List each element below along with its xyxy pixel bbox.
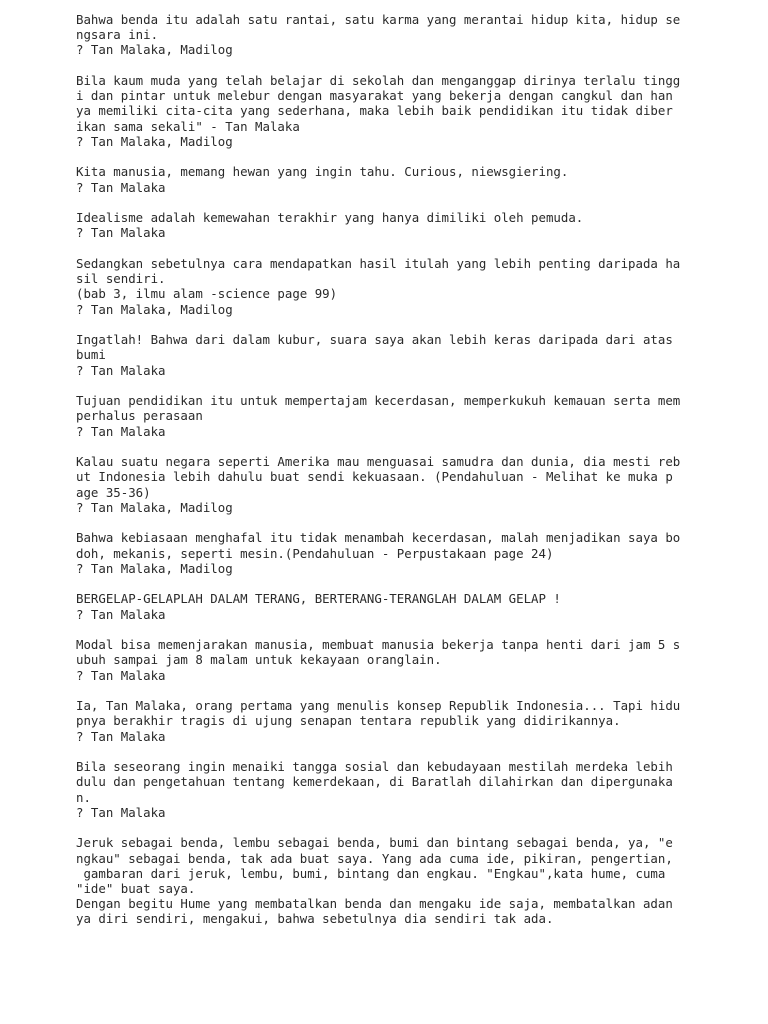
text-line: perhalus perasaan <box>76 408 203 424</box>
text-line: ? Tan Malaka <box>76 423 166 439</box>
quote-block <box>76 210 696 240</box>
text-line: ? Tan Malaka, Madilog <box>76 499 233 515</box>
text-line: gambaran dari jeruk, lembu, bumi, bintang dan engkau. "Engkau",kata hume, cuma <box>76 865 666 881</box>
text-line: n. <box>76 789 91 805</box>
quote-block <box>76 835 696 926</box>
text-line: (bab 3, ilmu alam -science page 99) <box>76 286 338 302</box>
quote-block <box>76 164 696 194</box>
text-line: ut Indonesia lebih dahulu buat sendi kekuasaan. (Pendahuluan - Melihat ke muka p <box>76 469 673 485</box>
quote-block <box>76 332 696 378</box>
text-line: Ingatlah! Bahwa dari dalam kubur, suara saya akan lebih keras daripada dari atas <box>76 332 673 348</box>
text-line: ya memiliki cita-cita yang sederhana, maka lebih baik pendidikan itu tidak diber <box>76 103 673 119</box>
quote-block <box>76 759 696 820</box>
text-line: ngkau" sebagai benda, tak ada buat saya. Yang ada cuma ide, pikiran, pengertian, <box>76 850 673 866</box>
text-line: Bila kaum muda yang telah belajar di sekolah dan menganggap dirinya terlalu tingg <box>76 73 681 88</box>
quote-block <box>76 637 696 683</box>
text-line: ubuh sampai jam 8 malam untuk kekayaan oranglain. <box>76 652 442 668</box>
text-line: ? Tan Malaka <box>76 667 166 683</box>
quote-block <box>76 12 696 58</box>
text-line: Idealisme adalah kemewahan terakhir yang hanya dimiliki oleh pemuda. <box>76 210 584 226</box>
text-line: Kita manusia, memang hewan yang ingin tahu. Curious, niewsgiering. <box>76 164 569 180</box>
quote-block <box>76 73 696 149</box>
text-line: ? Tan Malaka, Madilog <box>76 133 233 149</box>
quote-block <box>76 256 696 317</box>
text-line: ? Tan Malaka <box>76 179 166 195</box>
text-line: doh, mekanis, seperti mesin.(Pendahuluan - Perpustakaan page 24) <box>76 545 554 561</box>
quote-block <box>76 591 696 621</box>
quote-list <box>76 12 696 942</box>
text-line: Tujuan pendidikan itu untuk mempertajam kecerdasan, memperkukuh kemauan serta mem <box>76 393 681 409</box>
text-line: ngsara ini. <box>76 27 159 43</box>
quote-block <box>76 698 696 744</box>
text-line: pnya berakhir tragis di ujung senapan tentara republik yang didirikannya. <box>76 713 621 729</box>
quote-block <box>76 530 696 576</box>
text-line: BERGELAP-GELAPLAH DALAM TERANG, BERTERANG-TERANGLAH DALAM GELAP ! <box>76 591 569 607</box>
text-line: Bahwa kebiasaan menghafal itu tidak menambah kecerdasan, malah menjadikan saya bo <box>76 530 681 546</box>
text-line: ? Tan Malaka, Madilog <box>76 42 233 58</box>
text-line: Dengan begitu Hume yang membatalkan benda dan mengaku ide saja, membatalkan adan <box>76 896 673 912</box>
text-line: sil sendiri. <box>76 271 166 287</box>
quote-block <box>76 393 696 439</box>
text-line: ikan sama sekali" - Tan Malaka <box>76 118 308 134</box>
text-line: Modal bisa memenjarakan manusia, membuat manusia bekerja tanpa henti dari jam 5 s <box>76 637 681 653</box>
text-line: ? Tan Malaka <box>76 225 166 241</box>
text-line: Ia, Tan Malaka, orang pertama yang menulis konsep Republik Indonesia... Tapi hidu <box>76 698 681 714</box>
text-line: "ide" buat saya. <box>76 881 196 897</box>
text-line: Kalau suatu negara seperti Amerika mau menguasai samudra dan dunia, dia mesti reb <box>76 454 681 470</box>
text-line: Jeruk sebagai benda, lembu sebagai benda, bumi dan bintang sebagai benda, ya, "e <box>76 835 673 851</box>
quote-block <box>76 454 696 515</box>
text-line: ? Tan Malaka <box>76 804 166 820</box>
text-line: ? Tan Malaka, Madilog <box>76 301 233 317</box>
text-line: ? Tan Malaka <box>76 606 166 622</box>
text-line: dulu dan pengetahuan tentang kemerdekaan, di Baratlah dilahirkan dan dipergunaka <box>76 774 673 790</box>
text-line: i dan pintar untuk melebur dengan masyarakat yang bekerja dengan cangkul dan han <box>76 88 673 104</box>
text-line: age 35-36) <box>76 484 151 500</box>
text-line: ? Tan Malaka <box>76 728 166 744</box>
text-line: ? Tan Malaka <box>76 362 166 378</box>
text-line: Bila seseorang ingin menaiki tangga sosial dan kebudayaan mestilah merdeka lebih <box>76 759 673 775</box>
text-line: Bahwa benda itu adalah satu rantai, satu karma yang merantai hidup kita, hidup se <box>76 12 681 27</box>
text-line: Sedangkan sebetulnya cara mendapatkan hasil itulah yang lebih penting daripada ha <box>76 256 681 271</box>
text-line: ? Tan Malaka, Madilog <box>76 560 233 576</box>
text-line: ya diri sendiri, mengakui, bahwa sebetulnya dia sendiri tak ada. <box>76 911 554 927</box>
text-line: bumi <box>76 347 106 363</box>
